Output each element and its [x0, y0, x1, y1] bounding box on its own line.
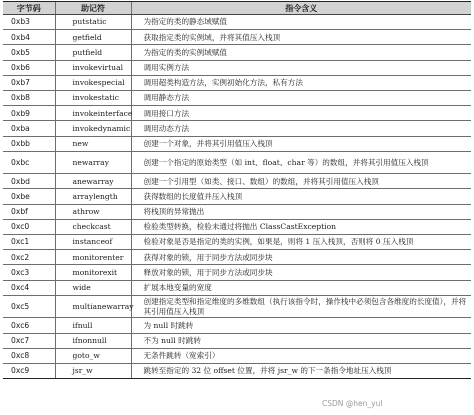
opcode-cell: 0xc8	[3, 348, 55, 363]
header-mnemonic: 助记符	[55, 2, 131, 15]
opcode-cell: 0xb3	[3, 15, 55, 30]
mnemonic-cell: newarray	[55, 151, 131, 174]
table-row	[3, 333, 471, 348]
table-row	[3, 90, 471, 105]
mnemonic-cell: invokedynamic	[55, 121, 131, 136]
opcode-cell: 0xc6	[3, 318, 55, 333]
table-row	[3, 151, 471, 174]
watermark: CSDN @hen_yul	[322, 399, 383, 408]
table-header-row	[3, 2, 471, 15]
meaning-cell: 为指定的类的静态域赋值	[131, 15, 471, 30]
table-row	[3, 235, 471, 250]
mnemonic-cell: checkcast	[55, 219, 131, 234]
mnemonic-cell: putstatic	[55, 15, 131, 30]
mnemonic-cell: putfield	[55, 45, 131, 60]
mnemonic-cell: invokespecial	[55, 75, 131, 90]
table-row	[3, 121, 471, 136]
header-opcode: 字节码	[3, 2, 55, 15]
meaning-cell: 检验类型转换，检验未通过将抛出 ClassCastException	[131, 219, 471, 234]
meaning-cell: 调用静态方法	[131, 90, 471, 105]
meaning-cell: 无条件跳转（宽索引）	[131, 348, 471, 363]
table-row	[3, 265, 471, 280]
mnemonic-cell: ifnull	[55, 318, 131, 333]
meaning-cell: 跳转至指定的 32 位 offset 位置，并将 jsr_w 的下一条指令地址压入栈顶	[131, 363, 471, 378]
mnemonic-cell: getfield	[55, 30, 131, 45]
opcode-cell: 0xc3	[3, 265, 55, 280]
meaning-cell: 调用接口方法	[131, 106, 471, 121]
meaning-cell: 获取指定类的实例域，并将其值压入栈顶	[131, 30, 471, 45]
meaning-cell: 为 null 时跳转	[131, 318, 471, 333]
meaning-cell: 获得对象的锁，用于同步方法或同步块	[131, 250, 471, 265]
opcode-cell: 0xbe	[3, 189, 55, 204]
opcode-cell: 0xc7	[3, 333, 55, 348]
mnemonic-cell: athrow	[55, 204, 131, 219]
opcode-cell: 0xc2	[3, 250, 55, 265]
meaning-cell: 不为 null 时跳转	[131, 333, 471, 348]
opcode-cell: 0xb8	[3, 90, 55, 105]
table-row	[3, 174, 471, 189]
table-row	[3, 30, 471, 45]
mnemonic-cell: wide	[55, 280, 131, 295]
meaning-cell: 创建一个指定的原始类型（如 int、float、char 等）的数组，并将其引用值压入栈顶	[131, 151, 471, 174]
meaning-cell: 调用实例方法	[131, 60, 471, 75]
meaning-cell: 调用超类构造方法，实例初始化方法，私有方法	[131, 75, 471, 90]
table-row	[3, 106, 471, 121]
meaning-cell: 为指定的类的实例域赋值	[131, 45, 471, 60]
opcode-cell: 0xb6	[3, 60, 55, 75]
table-row	[3, 295, 471, 318]
opcode-cell: 0xb7	[3, 75, 55, 90]
mnemonic-cell: monitorexit	[55, 265, 131, 280]
mnemonic-cell: arraylength	[55, 189, 131, 204]
table-row	[3, 75, 471, 90]
opcode-cell: 0xc1	[3, 235, 55, 250]
opcode-cell: 0xb9	[3, 106, 55, 121]
table-row	[3, 348, 471, 363]
table-row	[3, 45, 471, 60]
table-row	[3, 136, 471, 151]
meaning-cell: 创建一个对象，并将其引用值压入栈顶	[131, 136, 471, 151]
opcode-cell: 0xc4	[3, 280, 55, 295]
opcode-cell: 0xc5	[3, 295, 55, 318]
table-row	[3, 250, 471, 265]
opcode-cell: 0xb5	[3, 45, 55, 60]
opcode-cell: 0xc0	[3, 219, 55, 234]
mnemonic-cell: monitorenter	[55, 250, 131, 265]
table-row	[3, 15, 471, 30]
opcode-cell: 0xb4	[3, 30, 55, 45]
mnemonic-cell: instanceof	[55, 235, 131, 250]
mnemonic-cell: goto_w	[55, 348, 131, 363]
meaning-cell: 创建一个引用型（如类、接口、数组）的数组，并将其引用值压入栈顶	[131, 174, 471, 189]
table-row	[3, 280, 471, 295]
table-row	[3, 189, 471, 204]
opcode-cell: 0xbd	[3, 174, 55, 189]
table-row	[3, 318, 471, 333]
table-row	[3, 204, 471, 219]
mnemonic-cell: anewarray	[55, 174, 131, 189]
mnemonic-cell: invokevirtual	[55, 60, 131, 75]
mnemonic-cell: ifnonnull	[55, 333, 131, 348]
opcode-cell: 0xbc	[3, 151, 55, 174]
meaning-cell: 释放对象的锁，用于同步方法或同步块	[131, 265, 471, 280]
opcode-cell: 0xbb	[3, 136, 55, 151]
meaning-cell: 扩展本地变量的宽度	[131, 280, 471, 295]
table-row	[3, 363, 471, 378]
mnemonic-cell: invokeinterface	[55, 106, 131, 121]
mnemonic-cell: jsr_w	[55, 363, 131, 378]
header-meaning: 指令含义	[131, 2, 471, 15]
opcode-cell: 0xba	[3, 121, 55, 136]
meaning-cell: 将栈顶的异常抛出	[131, 204, 471, 219]
table-row	[3, 60, 471, 75]
meaning-cell: 获得数组的长度值并压入栈顶	[131, 189, 471, 204]
mnemonic-cell: invokestatic	[55, 90, 131, 105]
opcode-cell: 0xc9	[3, 363, 55, 378]
opcode-cell: 0xbf	[3, 204, 55, 219]
table-row	[3, 219, 471, 234]
table-body	[3, 15, 471, 379]
meaning-cell: 创建指定类型和指定维度的多维数组（执行该指令时，操作栈中必须包含各维度的长度值），并将其引用值压入栈顶	[131, 295, 471, 318]
meaning-cell: 检验对象是否是指定的类的实例，如果是，则将 1 压入栈顶，否则将 0 压入栈顶	[131, 235, 471, 250]
mnemonic-cell: new	[55, 136, 131, 151]
meaning-cell: 调用动态方法	[131, 121, 471, 136]
opcode-table	[3, 1, 471, 379]
mnemonic-cell: multianewarray	[55, 295, 131, 318]
